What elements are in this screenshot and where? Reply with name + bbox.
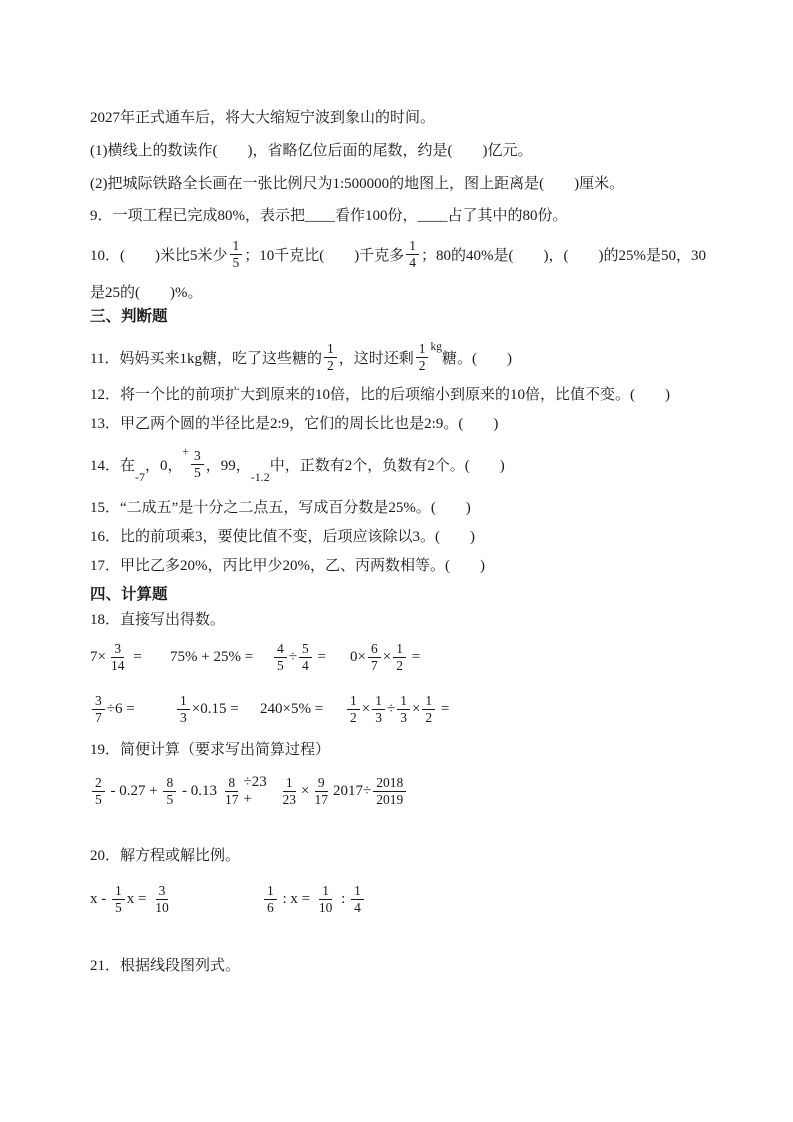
fraction: $\frac{1}{10}$ — [318, 882, 333, 915]
text-run: ×0.15 = — [191, 700, 239, 717]
expression — [90, 693, 175, 725]
text-run: 240×5% = — [260, 700, 324, 717]
fraction: $\frac{3}{5}$ — [191, 448, 204, 480]
question-13: 13．甲乙两个圆的半径比是2:9，它们的周长比也是2:9。( ) — [90, 416, 499, 432]
text-run: ，99， — [205, 457, 251, 474]
question-20-label: 20．解方程或解比例。 — [90, 848, 241, 864]
question-19-row — [90, 768, 707, 814]
text-run: × — [301, 782, 310, 799]
text-run: × — [382, 648, 392, 665]
text-run: 2017÷ — [333, 782, 372, 799]
fraction: $\frac{1}{4}$ — [406, 238, 419, 270]
fraction: $\frac{2}{5}$ — [92, 775, 105, 807]
subscript-text: -1.2 — [250, 470, 270, 484]
superscript-text: kg — [430, 341, 442, 353]
fraction: $\frac{1}{2}$ — [416, 341, 429, 373]
expression — [333, 775, 408, 807]
fraction: $\frac{6}{7}$ — [368, 641, 381, 673]
text-run: = — [407, 648, 421, 665]
fraction: $\frac{1}{3}$ — [177, 693, 190, 725]
fraction: $\frac{2018}{2019}$ — [373, 775, 406, 807]
section-three-heading: 三、判断题 — [90, 308, 168, 325]
fraction: $\frac{1}{2}$ — [393, 641, 406, 673]
text-run: - 0.13 — [178, 782, 217, 799]
text-run: ；10千克比( )千克多 — [244, 247, 405, 264]
fraction: $\frac{1}{2}$ — [422, 693, 435, 725]
fraction: $\frac{1}{4}$ — [351, 883, 364, 915]
expression — [90, 883, 262, 915]
text-run: 14．在 — [90, 457, 136, 474]
expression — [220, 774, 333, 808]
question-8-intro: 2027年正式通车后，将大大缩短宁波到象山的时间。 — [90, 110, 436, 126]
question-10-line1 — [90, 234, 707, 274]
text-run: 糖。( ) — [441, 350, 512, 367]
expression — [175, 693, 260, 725]
fraction: $\frac{1}{2}$ — [347, 693, 360, 725]
text-run: 75% + 25% = — [170, 648, 254, 665]
question-18-label: 18．直接写出得数。 — [90, 612, 226, 628]
expression — [272, 641, 350, 673]
text-run: ÷ — [288, 648, 297, 665]
text-run: ÷23 + — [243, 774, 271, 807]
expression — [170, 649, 272, 666]
text-run: 7× — [90, 648, 106, 665]
text-run: ÷6 = — [106, 700, 135, 717]
fraction: $\frac{3}{14}$ — [110, 640, 125, 673]
text-run: ，0， — [145, 457, 183, 474]
expression — [90, 641, 170, 673]
text-run: - 0.27 + — [106, 782, 162, 799]
expression — [260, 701, 345, 718]
fraction: $\frac{3}{7}$ — [92, 693, 105, 725]
fraction: $\frac{1}{23}$ — [282, 774, 297, 807]
fraction: $\frac{3}{10}$ — [155, 882, 169, 915]
question-20-row — [90, 876, 707, 922]
section-four-heading: 四、计算题 — [90, 586, 168, 603]
text-run: = — [129, 648, 142, 665]
fraction: $\frac{1}{6}$ — [264, 883, 277, 915]
text-run: : — [337, 890, 350, 907]
text-run: ；80的40%是( )，( )的25%是50，30 — [421, 247, 706, 264]
fraction: $\frac{1}{2}$ — [324, 341, 337, 373]
expression — [345, 693, 449, 725]
expression — [350, 641, 420, 673]
text-run: x = — [126, 890, 151, 907]
question-11 — [90, 337, 707, 377]
fraction: $\frac{5}{4}$ — [299, 641, 312, 673]
question-15: 15．“二成五”是十分之二点五，写成百分数是25%。( ) — [90, 500, 471, 516]
text-run: × — [361, 700, 371, 717]
text-run: : x = — [278, 890, 314, 907]
question-12: 12．将一个比的前项扩大到原来的10倍，比的后项缩小到原来的10倍，比值不变。( ) — [90, 387, 670, 403]
text-run: ，这时还剩 — [338, 350, 414, 367]
text-run: = — [437, 700, 450, 717]
subscript-text: -7 — [135, 470, 146, 484]
fraction: $\frac{4}{5}$ — [274, 641, 287, 673]
text-run: × — [411, 700, 421, 717]
text-run: 10．( )米比5米少 — [90, 247, 228, 264]
question-17: 17．甲比乙多20%，丙比甲少20%，乙、丙两数相等。( ) — [90, 558, 485, 574]
fraction: $\frac{1}{3}$ — [372, 693, 385, 725]
question-21-label: 21．根据线段图列式。 — [90, 958, 241, 974]
superscript-text: + — [182, 446, 190, 458]
question-19-label: 19．简便计算（要求写出简算过程） — [90, 742, 331, 758]
question-18-row1 — [90, 634, 707, 680]
fraction: $\frac{1}{3}$ — [397, 693, 410, 725]
text-run: ÷ — [386, 700, 396, 717]
question-9: 9．一项工程已完成80%，表示把____看作100份，____占了其中的80份。 — [90, 208, 568, 224]
fraction: $\frac{8}{5}$ — [163, 775, 176, 807]
text-run: x - — [90, 890, 110, 907]
text-run: 11．妈妈买来1kg糖，吃了这些糖的 — [90, 350, 322, 367]
question-16: 16．比的前项乘3，要使比值不变，后项应该除以3。( ) — [90, 529, 475, 545]
text-run: 中，正数有2个，负数有2个。( ) — [269, 457, 505, 474]
fraction: $\frac{9}{17}$ — [314, 774, 328, 807]
question-8-part2: (2)把城际铁路全长画在一张比例尺为1:500000的地图上，图上距离是( )厘米。 — [90, 176, 625, 192]
expression — [262, 883, 366, 915]
question-10-line2: 是25的( )%。 — [90, 285, 203, 301]
question-8-part1: (1)横线上的数读作( )，省略亿位后面的尾数，约是( )亿元。 — [90, 143, 533, 159]
text-run: = — [313, 648, 326, 665]
text-run: 0× — [350, 648, 366, 665]
question-14 — [90, 442, 707, 486]
fraction: $\frac{8}{17}$ — [225, 774, 239, 807]
fraction: $\frac{1}{5}$ — [230, 238, 243, 270]
expression — [90, 775, 220, 807]
fraction: $\frac{1}{5}$ — [112, 883, 125, 915]
question-18-row2 — [90, 686, 707, 732]
